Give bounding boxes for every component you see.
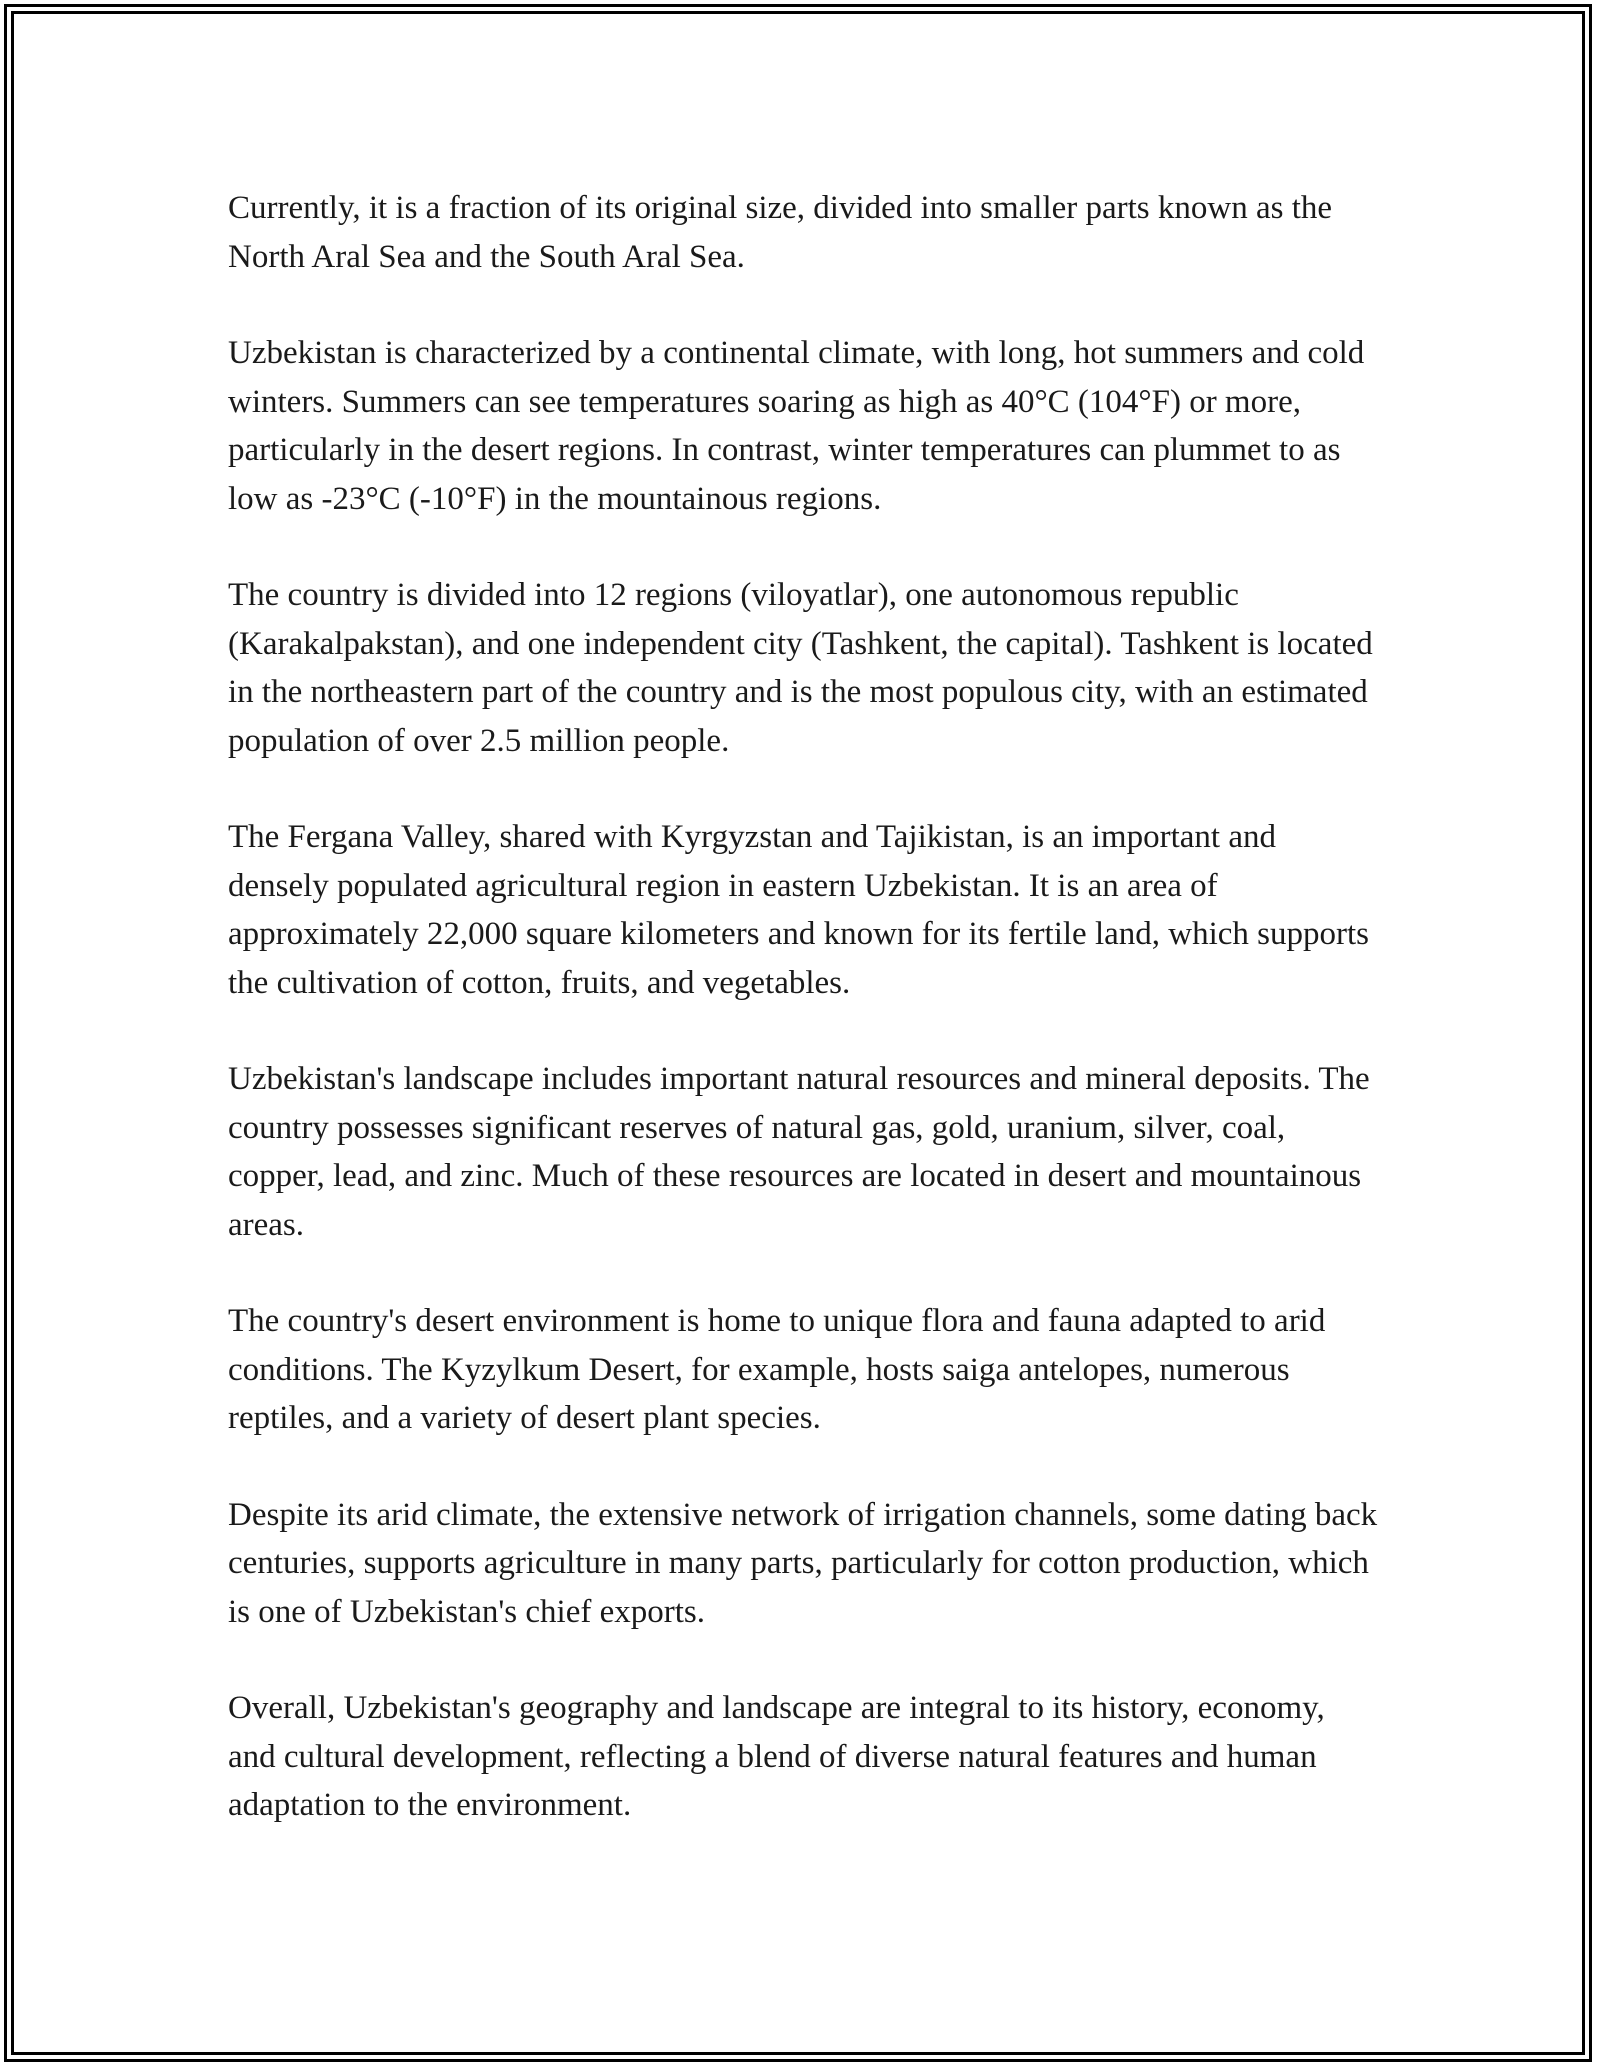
paragraph-conclusion: Overall, Uzbekistan's geography and landscape are integral to its history, economy, and cultural development, reflecting a blend of diverse natural features and human adaptation to the environment. bbox=[228, 1690, 1325, 1823]
paragraph-natural-resources: Uzbekistan's landscape includes important natural resources and mineral deposits. The country possesses significant reserves of natural gas, gold, uranium, silver, coal, copper, lead, and zinc. Much of these resources are located in desert and mountainous areas. bbox=[228, 1061, 1370, 1243]
paragraph-aral-sea: Currently, it is a fraction of its original size, divided into smaller parts known as the North Aral Sea and the South Aral Sea. bbox=[228, 190, 1333, 275]
paragraph-flora-fauna: The country's desert environment is home to unique flora and fauna adapted to arid conditions. The Kyzylkum Desert, for example, hosts saiga antelopes, numerous reptiles, and a variety of desert plant species. bbox=[228, 1303, 1326, 1436]
paragraph-irrigation: Despite its arid climate, the extensive network of irrigation channels, some dating back centuries, supports agriculture in many parts, particularly for cotton production, which is one of Uzbekistan's chief exports. bbox=[228, 1496, 1378, 1630]
paragraph-regions: The country is divided into 12 regions (viloyatlar), one autonomous republic (Karakalpakstan), and one independent city (Tashkent, the capital). Tashkent is located in the northeastern part of the country and is the most populous city, with an estimated population of over 2.5 million people. bbox=[228, 577, 1373, 759]
document-body bbox=[228, 184, 1378, 1878]
paragraph-fergana-valley: The Fergana Valley, shared with Kyrgyzstan and Tajikistan, is an important and densely populated agricultural region in eastern Uzbekistan. It is an area of approximately 22,000 square kilometers and known for its fertile land, which supports the cultivation of cotton, fruits, and vegetables. bbox=[228, 819, 1369, 1001]
paragraph-climate: Uzbekistan is characterized by a continental climate, with long, hot summers and cold winters. Summers can see temperatures soaring as high as 40°C (104°F) or more, particularly in the desert regions. In contrast, winter temperatures can plummet to as low as -23°C (-10°F) in the mountainous regions. bbox=[228, 335, 1365, 517]
